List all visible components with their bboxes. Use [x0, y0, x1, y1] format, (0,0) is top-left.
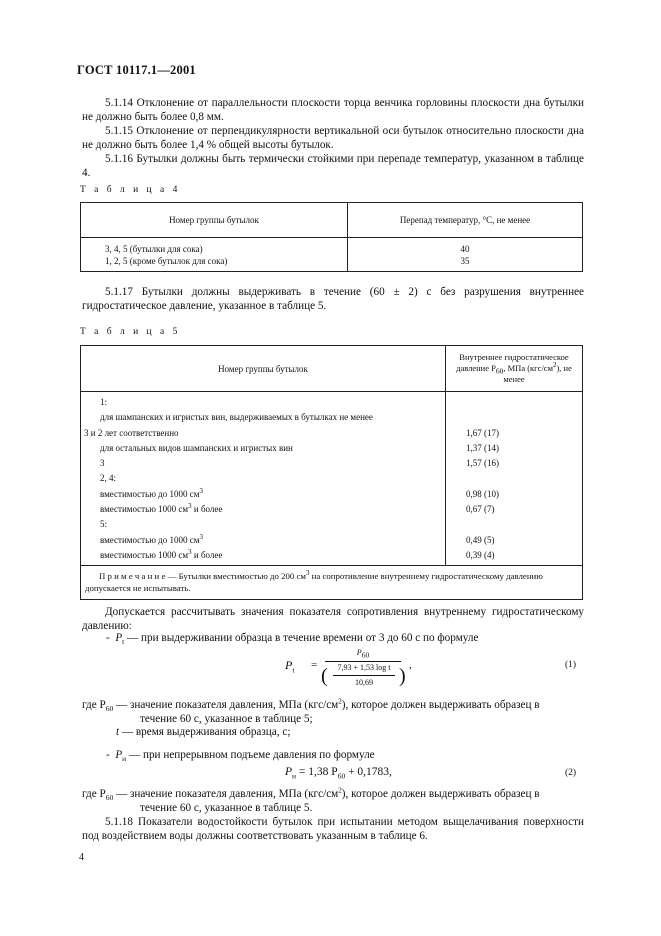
bullet-pt: - $P_t$ — при выдерживании образца в течение времени от 3 до 60 с по формуле [106, 632, 479, 647]
paragraph-5-1-14: 5.1.14 Отклонение от параллельности плоскости торца венчика горловины плоскости дна бутылки не должно быть более 0,8 мм. [82, 97, 584, 123]
table-row: вместимостью до 1000 $см^3$ [100, 486, 203, 499]
table-row: 1: [100, 397, 108, 407]
table-row: 5: [100, 519, 108, 530]
table-cell: 0,49 (5) [466, 534, 495, 545]
table-cell: 0,98 (10) [466, 488, 499, 499]
table-cell: 0,67 (7) [466, 504, 495, 515]
equation-number-1: (1) [565, 660, 577, 670]
table-cell: 40 [460, 244, 470, 254]
table-5 [80, 345, 583, 600]
table-cell: 35 [460, 256, 470, 266]
table-cell [446, 395, 582, 410]
table-cell [446, 410, 582, 425]
equation-number-2: (2) [565, 768, 577, 778]
where-block-1: где $P_{60}$ — значение показателя давления, МПа $(кгс/см^2)$, которое должен выдерживать образец в течение 60 с, указанное в таблице 5; t — время выдерживания образца, с; [82, 697, 540, 738]
paragraph-5-1-17: 5.1.17 Бутылки должны выдерживать в течение (60 ± 2) с без разрушения внутреннее гидростатическое давление, указанное в таблице 5. [82, 286, 584, 312]
table-5-header-group: Номер группы бутылок [81, 346, 446, 392]
table-4-header-group: Номер группы бутылок [81, 203, 348, 238]
page-number: 4 [79, 852, 84, 863]
paragraph-5-1-18: 5.1.18 Показатели водостойкости бутылок при испытании методом выщелачивания поверхности под воздействием воды должны соответствовать указанным в таблице 6. [82, 816, 584, 842]
table-4 [80, 202, 583, 272]
table-cell: 0,39 (4) [466, 549, 495, 560]
table-cell: 1,67 (17) [466, 427, 499, 438]
table-cell: 1,57 (16) [466, 458, 499, 469]
formula-1-denominator: ( 7,93 + 1,53 log t 10,69 ) [321, 663, 406, 687]
table-5-caption: Т а б л и ц а 5 [80, 327, 181, 337]
table-4-caption: Т а б л и ц а 4 [80, 185, 181, 195]
paragraph-5-1-15: 5.1.15 Отклонение от перпендикулярности вертикальной оси бутылок относительно плоскости дна не должно быть более 1,4 % общей высоты бутылок. [82, 125, 584, 151]
table-row: вместимостью до 1000 $см^3$ [100, 532, 203, 545]
table-row: 3 [100, 458, 105, 469]
table-cell [446, 517, 582, 532]
formula-1-numerator: P60 [356, 648, 370, 660]
paragraph-5-1-16: 5.1.16 Бутылки должны быть термически стойкими при перепаде температур, указанном в таблице 4. [82, 153, 584, 179]
table-5-note: П р и м е ч а н и е — Бутылки вместимостью до 200 $см^3$ на сопротивление внутреннему гидростатическому давлению допускается не испытывать. [81, 566, 583, 600]
standard-header: ГОСТ 10117.1—2001 [77, 63, 196, 77]
table-5-header-value: Внутреннее гидростатическое давление P60, МПа $(кгс/см^2)$, не менее [446, 346, 583, 392]
table-row: 3, 4, 5 (бутылки для сока) [105, 244, 203, 254]
formula-2: $P_н = 1,38$ $P_{60} + 0,1783$, (2) [285, 766, 577, 781]
table-row: 2, 4: [100, 473, 117, 484]
table-row: вместимостью 1000 $см^3$ и более [100, 502, 223, 515]
table-row: 1, 2, 5 (кроме бутылок для сока) [105, 256, 228, 266]
where-block-2: где $P_{60}$ — значение показателя давления, МПа $(кгс/см^2)$, которое должен выдерживать образец в течение 60 с, указанное в таблице 5. [82, 786, 540, 814]
table-row: вместимостью 1000 $см^3$ и более [100, 547, 223, 560]
table-cell: 1,37 (14) [466, 442, 499, 453]
table-row: для остальных видов шампанских и игристых вин [100, 442, 293, 453]
table-cell [446, 471, 582, 486]
table-4-header-value: Перепад температур, °С, не менее [348, 203, 583, 238]
bullet-pn: - $P_н$ — при непрерывном подъеме давления по формуле [106, 749, 375, 764]
table-row: для шампанских и игристых вин, выдерживаемых в бутылках не менее [100, 412, 373, 423]
table-row: 3 и 2 лет соответственно [84, 427, 179, 438]
paragraph-calculation: Допускается рассчитывать значения показателя сопротивления внутреннему гидростатическому давлению: [82, 606, 584, 632]
formula-1: $P_t$ = P60 ( 7,93 + 1,53 log t 10,69 ) , (1) [285, 648, 585, 694]
